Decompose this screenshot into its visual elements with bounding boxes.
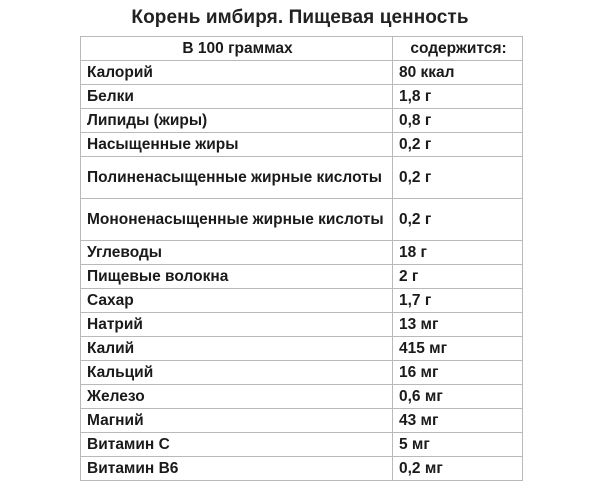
nutrient-name: Белки bbox=[81, 85, 393, 109]
table-row bbox=[81, 199, 523, 241]
table-row bbox=[81, 289, 523, 313]
nutrient-value: 43 мг bbox=[393, 409, 523, 433]
nutrient-name: Мононенасыщенные жирные кислоты bbox=[81, 199, 393, 241]
table-row bbox=[81, 313, 523, 337]
nutrition-table bbox=[80, 36, 523, 481]
nutrient-name: Магний bbox=[81, 409, 393, 433]
nutrient-value: 18 г bbox=[393, 241, 523, 265]
nutrient-name: Витамин С bbox=[81, 433, 393, 457]
nutrient-value: 80 ккал bbox=[393, 61, 523, 85]
nutrient-value: 1,8 г bbox=[393, 85, 523, 109]
nutrient-value: 0,6 мг bbox=[393, 385, 523, 409]
nutrient-value: 0,2 г bbox=[393, 199, 523, 241]
table-row bbox=[81, 133, 523, 157]
table-row bbox=[81, 433, 523, 457]
table-row bbox=[81, 85, 523, 109]
page-title: Корень имбиря. Пищевая ценность bbox=[131, 7, 469, 28]
nutrient-value: 0,2 г bbox=[393, 133, 523, 157]
table-row bbox=[81, 157, 523, 199]
nutrient-name: Насыщенные жиры bbox=[81, 133, 393, 157]
nutrient-name: Железо bbox=[81, 385, 393, 409]
table-row bbox=[81, 385, 523, 409]
nutrient-name: Кальций bbox=[81, 361, 393, 385]
table-row bbox=[81, 361, 523, 385]
nutrient-name: Калорий bbox=[81, 61, 393, 85]
nutrient-name: Углеводы bbox=[81, 241, 393, 265]
nutrient-value: 0,2 г bbox=[393, 157, 523, 199]
nutrient-name: Витамин В6 bbox=[81, 457, 393, 481]
nutrient-value: 0,8 г bbox=[393, 109, 523, 133]
column-header-per-100g: В 100 граммах bbox=[81, 37, 393, 61]
nutrient-value: 415 мг bbox=[393, 337, 523, 361]
nutrient-value: 16 мг bbox=[393, 361, 523, 385]
nutrient-value: 2 г bbox=[393, 265, 523, 289]
table-row bbox=[81, 265, 523, 289]
nutrient-name: Пищевые волокна bbox=[81, 265, 393, 289]
column-header-contains: содержится: bbox=[393, 37, 523, 61]
nutrient-value: 0,2 мг bbox=[393, 457, 523, 481]
nutrient-name: Натрий bbox=[81, 313, 393, 337]
nutrient-value: 13 мг bbox=[393, 313, 523, 337]
nutrient-name: Калий bbox=[81, 337, 393, 361]
table-row bbox=[81, 337, 523, 361]
nutrient-name: Сахар bbox=[81, 289, 393, 313]
table-row bbox=[81, 409, 523, 433]
nutrient-value: 5 мг bbox=[393, 433, 523, 457]
nutrient-name: Липиды (жиры) bbox=[81, 109, 393, 133]
table-row bbox=[81, 109, 523, 133]
table-header-row bbox=[81, 37, 523, 61]
nutrient-name: Полиненасыщенные жирные кислоты bbox=[81, 157, 393, 199]
nutrient-value: 1,7 г bbox=[393, 289, 523, 313]
table-row bbox=[81, 61, 523, 85]
table-row bbox=[81, 241, 523, 265]
